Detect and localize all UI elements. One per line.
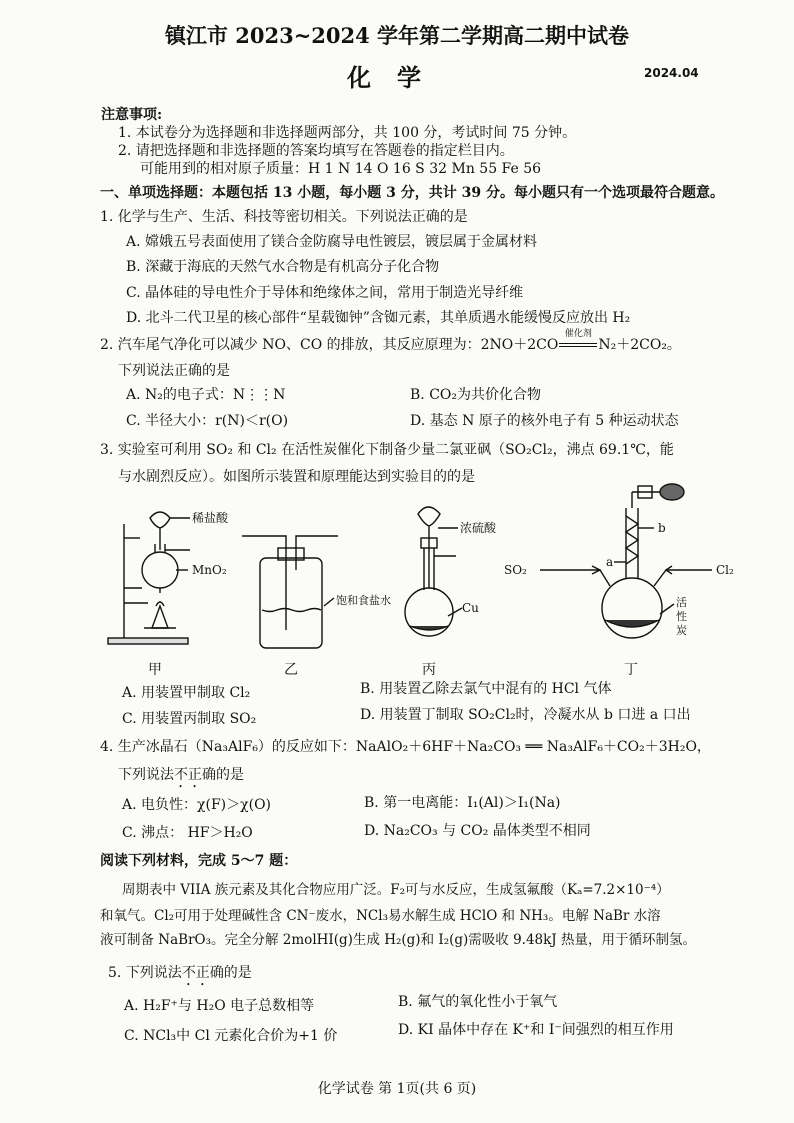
label-cl2: Cl₂ — [716, 563, 734, 577]
q4-option-b: B. 第一电离能：I₁(Al)＞I₁(Na) — [364, 795, 561, 811]
notice-line-1: 1. 本试卷分为选择题和非选择题两部分，共 100 分，考试时间 75 分钟。 — [118, 125, 577, 141]
q3-option-a: A. 用装置甲制取 Cl₂ — [122, 685, 251, 701]
q3-apparatus-diagrams — [100, 478, 740, 678]
label-so2: SO₂ — [504, 563, 527, 577]
q2-stem — [100, 329, 681, 354]
notice-line-2: 2. 请把选择题和非选择题的答案均填写在答题卷的指定栏目内。 — [118, 143, 514, 159]
q2-option-d: D. 基态 N 原子的核外电子有 5 种运动状态 — [410, 413, 679, 429]
q2-option-a: A. N₂的电子式：N⋮⋮N — [126, 387, 286, 403]
q1-option-d: D. 北斗二代卫星的核心部件“星载铷钟”含铷元素，其单质遇水能缓慢反应放出 H₂ — [126, 310, 631, 326]
q2-stem-end: N₂＋2CO₂。 — [598, 337, 681, 353]
label-ding: 丁 — [624, 662, 638, 678]
label-xiyansuan: 稀盐酸 — [192, 511, 229, 525]
q3-option-c: C. 用装置丙制取 SO₂ — [122, 711, 257, 727]
q2-option-b: B. CO₂为共价化合物 — [410, 387, 541, 403]
q4-option-a: A. 电负性：χ(F)＞χ(O) — [122, 797, 272, 813]
q5-stem — [108, 962, 252, 989]
q4-sub-emphasis: 不正 — [174, 767, 202, 783]
q1-stem: 1. 化学与生产、生活、科技等密切相关。下列说法正确的是 — [100, 209, 468, 225]
q5-option-a: A. H₂F⁺与 H₂O 电子总数相等 — [124, 998, 315, 1014]
q2-option-c: C. 半径大小：r(N)＜r(O) — [126, 413, 289, 429]
label-a: a — [606, 555, 614, 569]
reading-line-1: 周期表中 VIIA 族元素及其化合物应用广泛。F₂可与水反应，生成氢氟酸（Kₐ=7.2×10⁻⁴） — [122, 882, 670, 898]
apparatus-yi — [242, 536, 338, 648]
q3-stem-2: 与水剧烈反应）。如图所示装置和原理能达到实验目的的是 — [118, 469, 475, 485]
q3-option-d: D. 用装置丁制取 SO₂Cl₂时，冷凝水从 b 口进 a 口出 — [360, 707, 691, 723]
q5-stem-pre: 5. 下列说法 — [108, 965, 182, 981]
q2-stem-text: 2. 汽车尾气净化可以减少 NO、CO 的排放，其反应原理为：2NO＋2CO — [100, 337, 559, 353]
q4-option-c: C. 沸点： HF＞H₂O — [122, 825, 253, 841]
label-yi: 乙 — [284, 662, 298, 678]
subject-title: 化学 — [347, 63, 447, 92]
notice-heading: 注意事项: — [101, 107, 163, 123]
notice-line-3: 可能用到的相对原子质量：H 1 N 14 O 16 S 32 Mn 55 Fe 56 — [140, 161, 542, 177]
label-tan: 炭 — [676, 624, 687, 637]
q1-option-a: A. 嫦娥五号表面使用了镁合金防腐导电性镀层，镀层属于金属材料 — [126, 234, 538, 250]
q2-sub: 下列说法正确的是 — [118, 363, 230, 379]
q5-option-d: D. KI 晶体中存在 K⁺和 I⁻间强烈的相互作用 — [398, 1022, 674, 1038]
q1-option-b: B. 深藏于海底的天然气水合物是有机高分子化合物 — [126, 259, 440, 275]
label-baohe-shiyanshui: 饱和食盐水 — [336, 594, 391, 607]
reading-line-3: 液可制备 NaBrO₃。完全分解 2molHI(g)生成 H₂(g)和 I₂(g)需吸收 9.48kJ 热量，用于循环制氢。 — [100, 932, 697, 948]
exam-title: 镇江市 2023~2024 学年第二学期高二期中试卷 — [164, 23, 630, 48]
q4-sub-pre: 下列说法 — [118, 767, 174, 783]
reading-line-2: 和氧气。Cl₂可用于处理碱性含 CN⁻废水，NCl₃易水解生成 HClO 和 NH₃。电解 NaBr 水溶 — [100, 908, 661, 924]
q4-sub — [118, 764, 244, 791]
q1-option-c: C. 晶体硅的导电性介于导体和绝缘体之间，常用于制造光导纤维 — [126, 285, 524, 301]
reading-heading: 阅读下列材料，完成 5～7 题： — [100, 853, 298, 869]
page-footer: 化学试卷 第 1页(共 6 页) — [317, 1081, 477, 1097]
apparatus-jia — [108, 512, 190, 644]
q4-sub-post: 确的是 — [202, 767, 244, 783]
q5-stem-emphasis: 不正 — [181, 965, 210, 981]
exam-date: 2024.04 — [644, 66, 699, 80]
label-mno2: MnO₂ — [192, 563, 227, 577]
q4-option-d: D. Na₂CO₃ 与 CO₂ 晶体类型不相同 — [364, 823, 591, 839]
label-cu: Cu — [462, 601, 479, 615]
q3-option-b: B. 用装置乙除去氯气中混有的 HCl 气体 — [360, 681, 612, 697]
label-b: b — [658, 521, 666, 535]
q5-option-b: B. 氟气的氧化性小于氧气 — [398, 994, 558, 1010]
q4-stem: 4. 生产冰晶石（Na₃AlF₆）的反应如下：NaAlO₂＋6HF＋Na₂CO₃ ══ Na₃AlF₆＋CO₂＋3H₂O， — [100, 739, 711, 755]
label-nongliusuan: 浓硫酸 — [460, 521, 497, 535]
q5-stem-post: 确的是 — [209, 965, 252, 981]
label-jia: 甲 — [148, 662, 162, 678]
q2-reaction-arrow — [558, 329, 598, 353]
q2-catalyst-label: 催化剂 — [564, 329, 592, 339]
section-heading: 一、单项选择题：本题包括 13 小题，每小题 3 分，共计 39 分。每小题只有一个选项最符合题意。 — [100, 185, 724, 201]
q3-stem-1: 3. 实验室可利用 SO₂ 和 Cl₂ 在活性炭催化下制备少量二氯亚砜（SO₂Cl₂，沸点 69.1℃，能 — [100, 442, 674, 458]
label-xing: 性 — [676, 610, 687, 623]
label-bing: 丙 — [422, 662, 436, 678]
q5-option-c: C. NCl₃中 Cl 元素化合价为+1 价 — [124, 1028, 338, 1044]
label-huo: 活 — [676, 596, 687, 609]
apparatus-bing — [405, 507, 462, 636]
